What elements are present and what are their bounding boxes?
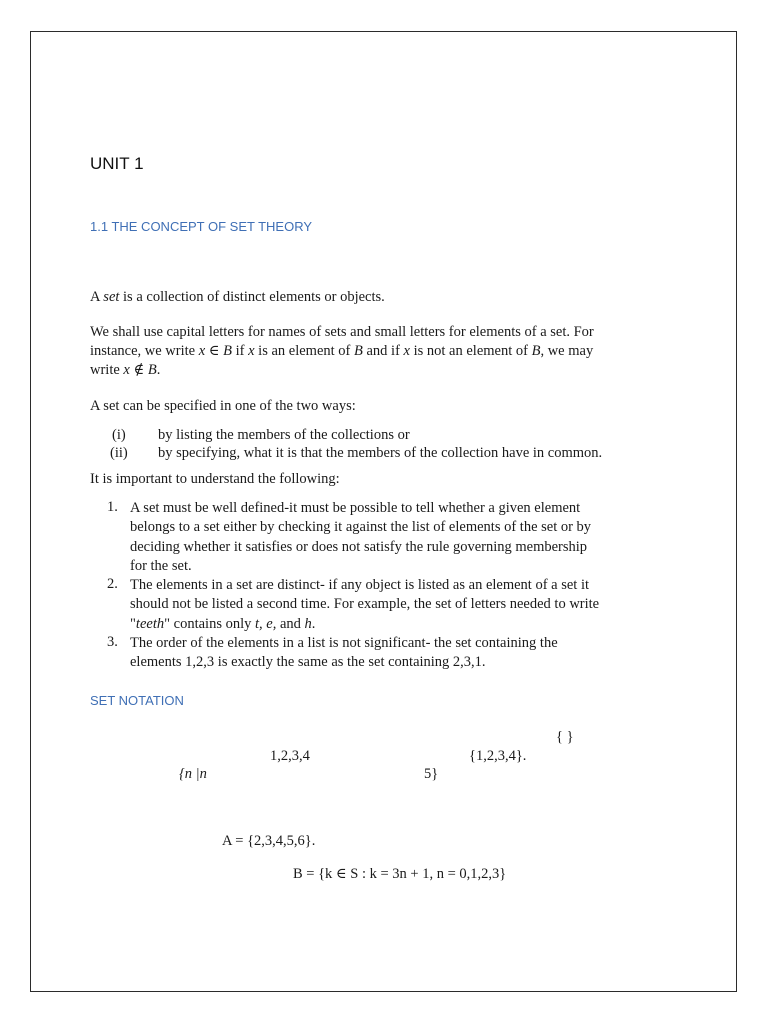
set-b-definition: B = {k ∈ S : k = 3n + 1, n = 0,1,2,3} (293, 866, 507, 882)
ways-intro: A set can be specified in one of the two ways: (90, 398, 356, 414)
list-item-text: by listing the members of the collections or (158, 427, 410, 443)
list-fragment: 1,2,3,4 (270, 748, 310, 764)
points-list (0, 499, 768, 674)
list-item-label: 2. (107, 576, 118, 592)
list-item-text: The elements in a set are distinct- if any object is listed as an element of a set it should not be listed a second time. For example, the set of letters needed to write "teeth" contains only t, e, and h. (130, 577, 600, 632)
section-heading: 1.1 THE CONCEPT OF SET THEORY (90, 219, 313, 234)
notation-paragraph (90, 323, 594, 380)
list-item-text: A set must be well defined-it must be possible to tell whether a given element belongs to a set either by checking it against the list of elements of the set or by deciding whether it satisfies or does not satisfy the rule governing membership for the set. (130, 500, 592, 574)
set-builder-close: 5} (424, 766, 439, 782)
set-notation-heading: SET NOTATION (90, 693, 184, 708)
definition-suffix: is a collection of distinct elements or objects. (119, 289, 385, 305)
unit-title: UNIT 1 (90, 154, 144, 173)
set-list-fragment: {1,2,3,4}. (469, 748, 527, 764)
list-item-label: 3. (107, 634, 118, 650)
empty-braces: { } (556, 729, 574, 745)
set-a-definition: A = {2,3,4,5,6}. (222, 833, 316, 849)
definition-term: set (103, 289, 120, 305)
list-item-text: The order of the elements in a list is not significant- the set containing the elements 1,2,3 is exactly the same as the set containing 2,3,1. (130, 635, 558, 671)
list-item-text: by specifying, what it is that the members of the collection have in common. (158, 445, 603, 461)
list-item-label: (i) (112, 427, 126, 443)
notation-line-1: We shall use capital letters for names of sets and small letters for elements of a set. For (90, 324, 594, 340)
notation-line-2: instance, we write x ∈ B if x is an element of B and if x is not an element of B, we may (90, 343, 594, 359)
notation-line-3: write x ∉ B. (90, 362, 161, 378)
list-item-label: (ii) (110, 445, 128, 461)
set-definition (90, 288, 385, 307)
set-builder-open: {n |n (179, 766, 207, 782)
definition-prefix: A (90, 289, 104, 305)
important-intro: It is important to understand the following: (90, 471, 340, 487)
ways-list (0, 427, 768, 467)
list-item-label: 1. (107, 499, 118, 515)
